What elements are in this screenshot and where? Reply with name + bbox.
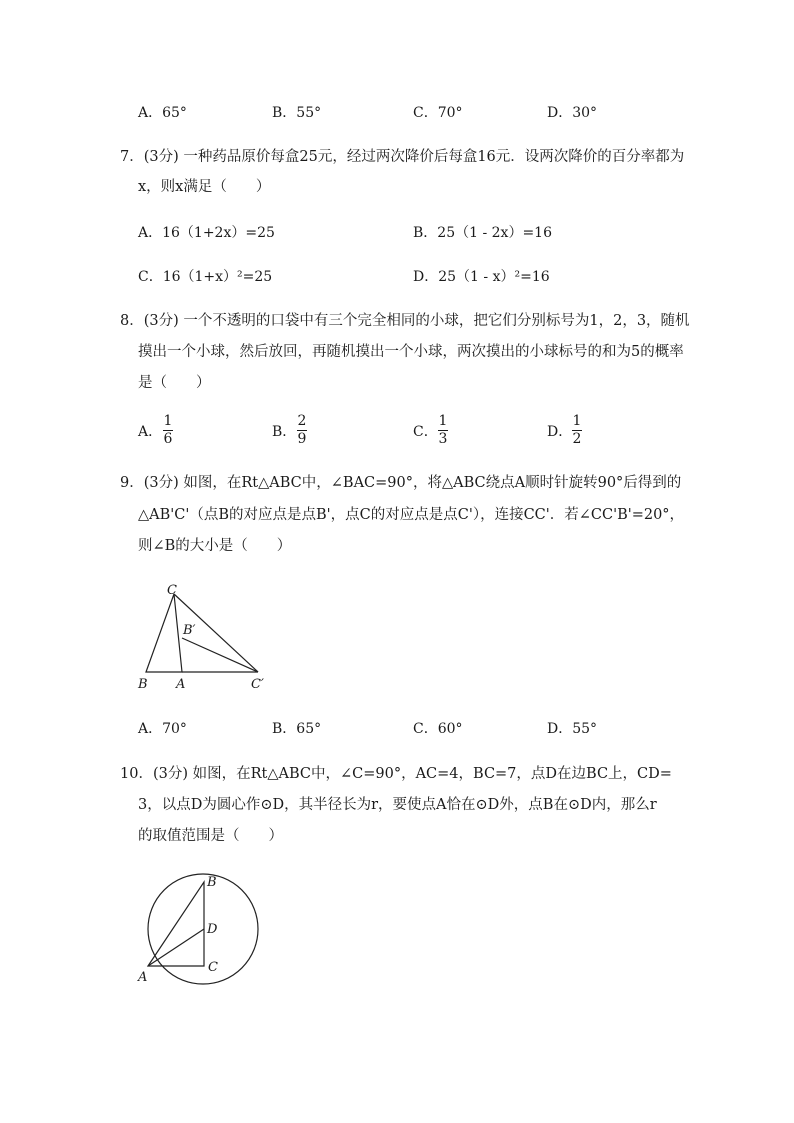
label-c-prime: C′	[251, 677, 264, 692]
label-c: C	[167, 583, 177, 598]
denominator: 2	[572, 431, 582, 447]
q10-stem-line3: 的取值范围是（ ）	[138, 828, 283, 844]
q7-option-a: A．16（1+2x）=25	[138, 225, 275, 241]
q8-option-b-letter: B．	[272, 424, 297, 440]
q7-option-d: D．25（1 - x）²=16	[413, 269, 550, 285]
denominator: 9	[297, 431, 307, 447]
label-d: D	[207, 922, 218, 937]
q8-option-d-fraction	[572, 414, 582, 447]
label-c: C	[208, 960, 218, 975]
q10-figure	[130, 866, 270, 988]
q8-stem-line2: 摸出一个小球，然后放回，再随机摸出一个小球，两次摸出的小球标号的和为5的概率	[138, 344, 684, 360]
q8-stem-line3: 是（ ）	[138, 375, 211, 391]
q6-option-a: A．65°	[138, 105, 187, 121]
label-b: B	[138, 677, 148, 692]
q6-option-c: C．70°	[413, 105, 463, 121]
q8-option-a-letter: A．	[138, 424, 163, 440]
q8-option-c-letter: C．	[413, 424, 438, 440]
label-a: A	[138, 970, 148, 985]
q6-option-b: B．55°	[272, 105, 322, 121]
q9-stem-line3: 则∠B的大小是（ ）	[138, 538, 292, 554]
segment-b-prime-c-prime	[182, 638, 258, 672]
q8-option-b-fraction	[297, 414, 307, 447]
label-b: B	[207, 875, 217, 890]
q7-option-c: C．16（1+x）²=25	[138, 269, 273, 285]
numerator: 1	[438, 413, 448, 429]
q8-stem-line1: 8．(3分) 一个不透明的口袋中有三个完全相同的小球，把它们分别标号为1，2，3，随机	[120, 313, 690, 329]
numerator: 1	[572, 413, 582, 429]
numerator: 2	[297, 413, 307, 429]
numerator: 1	[163, 413, 173, 429]
q10-stem-line2: 3，以点D为圆心作⊙D，其半径长为r，要使点A恰在⊙D外，点B在⊙D内，那么r	[138, 797, 657, 813]
segment-ad	[148, 929, 204, 966]
denominator: 6	[163, 431, 173, 447]
q7-stem-line1: 7．(3分) 一种药品原价每盒25元，经过两次降价后每盒16元．设两次降价的百分率都为	[120, 149, 685, 165]
q8-option-c-fraction	[438, 414, 448, 447]
label-b-prime: B′	[183, 623, 196, 638]
q7-option-b: B．25（1 - 2x）=16	[413, 225, 552, 241]
q9-option-c: C．60°	[413, 721, 463, 737]
q8-option-a-fraction	[163, 414, 173, 447]
q8-option-d-letter: D．	[547, 424, 573, 440]
q6-option-d: D．30°	[547, 105, 598, 121]
q9-option-d: D．55°	[547, 721, 598, 737]
denominator: 3	[438, 431, 448, 447]
q9-option-a: A．70°	[138, 721, 187, 737]
label-a: A	[176, 677, 186, 692]
q9-figure	[130, 578, 280, 693]
triangle-abc	[146, 594, 182, 672]
q9-stem-line2: △AB'C'（点B的对应点是点B'，点C的对应点是点C'），连接CC'．若∠CC'B'=20°，	[138, 507, 685, 523]
q9-stem-line1: 9．(3分) 如图，在Rt△ABC中，∠BAC=90°，将△ABC绕点A顺时针旋转90°后得到的	[120, 475, 682, 491]
q9-option-b: B．65°	[272, 721, 322, 737]
q7-stem-line2: x，则x满足（ ）	[138, 179, 271, 195]
q10-stem-line1: 10．(3分) 如图，在Rt△ABC中，∠C=90°，AC=4，BC=7，点D在边BC上，CD=	[120, 766, 672, 782]
triangle-abc	[148, 882, 204, 966]
